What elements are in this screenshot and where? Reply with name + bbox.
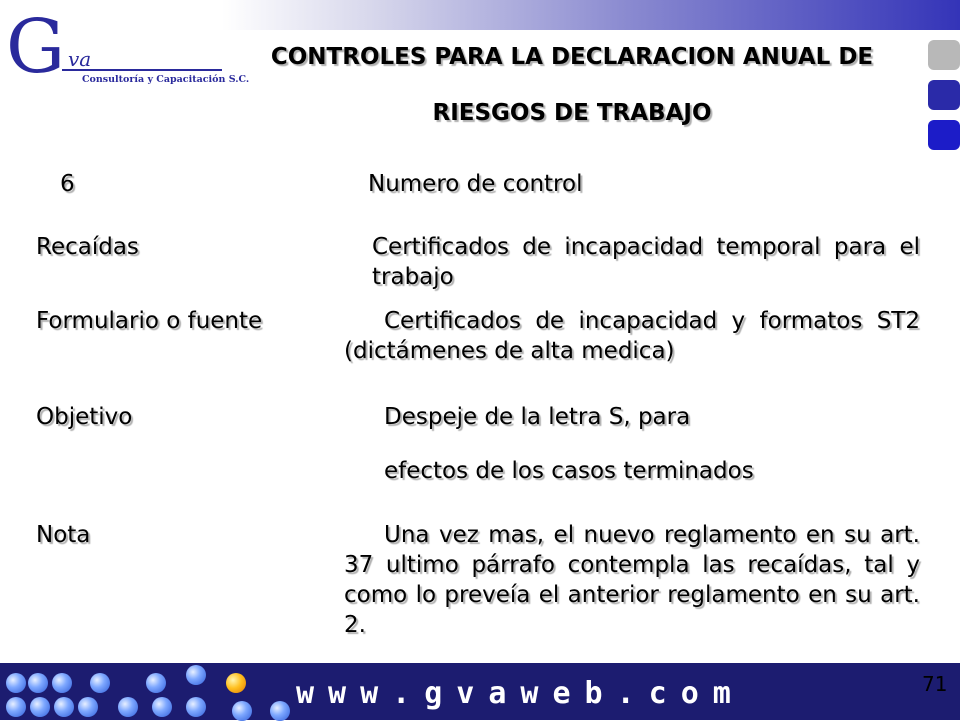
logo-company-name: Consultoría y Capacitación S.C. [82, 74, 250, 85]
formulario-label: Formulario o fuente [36, 308, 263, 334]
objetivo-value-line-1: Despeje de la letra S, para [384, 404, 691, 430]
decorative-dot [52, 673, 72, 693]
bright-blue-square-decoration [928, 120, 960, 150]
decorative-dot [78, 697, 98, 717]
nota-label: Nota [36, 522, 91, 548]
decorative-orange-dot [226, 673, 246, 693]
logo-letter-g: G [6, 4, 66, 90]
blue-square-decoration [928, 80, 960, 110]
decorative-dot [186, 665, 206, 685]
logo-letters-va: va [68, 47, 92, 71]
formulario-value: Certificados de incapacidad y formatos ST2 (dictámenes de alta medica) [344, 308, 920, 364]
recaidas-value: Certificados de incapacidad temporal para el trabajo [372, 234, 920, 290]
page-title-line-2: RIESGOS DE TRABAJO [432, 100, 712, 126]
decorative-dot [6, 673, 26, 693]
nota-value: Una vez mas, el nuevo reglamento en su art. 37 ultimo párrafo contempla las recaídas, tal y como lo preveía el anterior reglamento en su art. 2. [344, 522, 920, 638]
decorative-dot [90, 673, 110, 693]
decorative-dot [54, 697, 74, 717]
decorative-dot [30, 697, 50, 717]
decorative-dot [146, 673, 166, 693]
decorative-dot [118, 697, 138, 717]
decorative-dot [28, 673, 48, 693]
header-gradient-bar [222, 0, 960, 30]
gray-square-decoration [928, 40, 960, 70]
decorative-dot [6, 697, 26, 717]
decorative-dot [152, 697, 172, 717]
company-logo [4, 4, 250, 100]
decorative-dot [270, 701, 290, 721]
page-title-line-1: CONTROLES PARA LA DECLARACION ANUAL DE [270, 44, 874, 70]
website-url: www.gvaweb.com [296, 676, 745, 711]
control-number-label: Numero de control [368, 171, 583, 197]
decorative-dot [232, 701, 252, 721]
objetivo-value-line-2: efectos de los casos terminados [384, 458, 754, 484]
control-number: 6 [60, 171, 75, 197]
recaidas-label: Recaídas [36, 234, 139, 260]
decorative-dot [186, 697, 206, 717]
page-number: 71 [922, 672, 948, 696]
objetivo-label: Objetivo [36, 404, 133, 430]
